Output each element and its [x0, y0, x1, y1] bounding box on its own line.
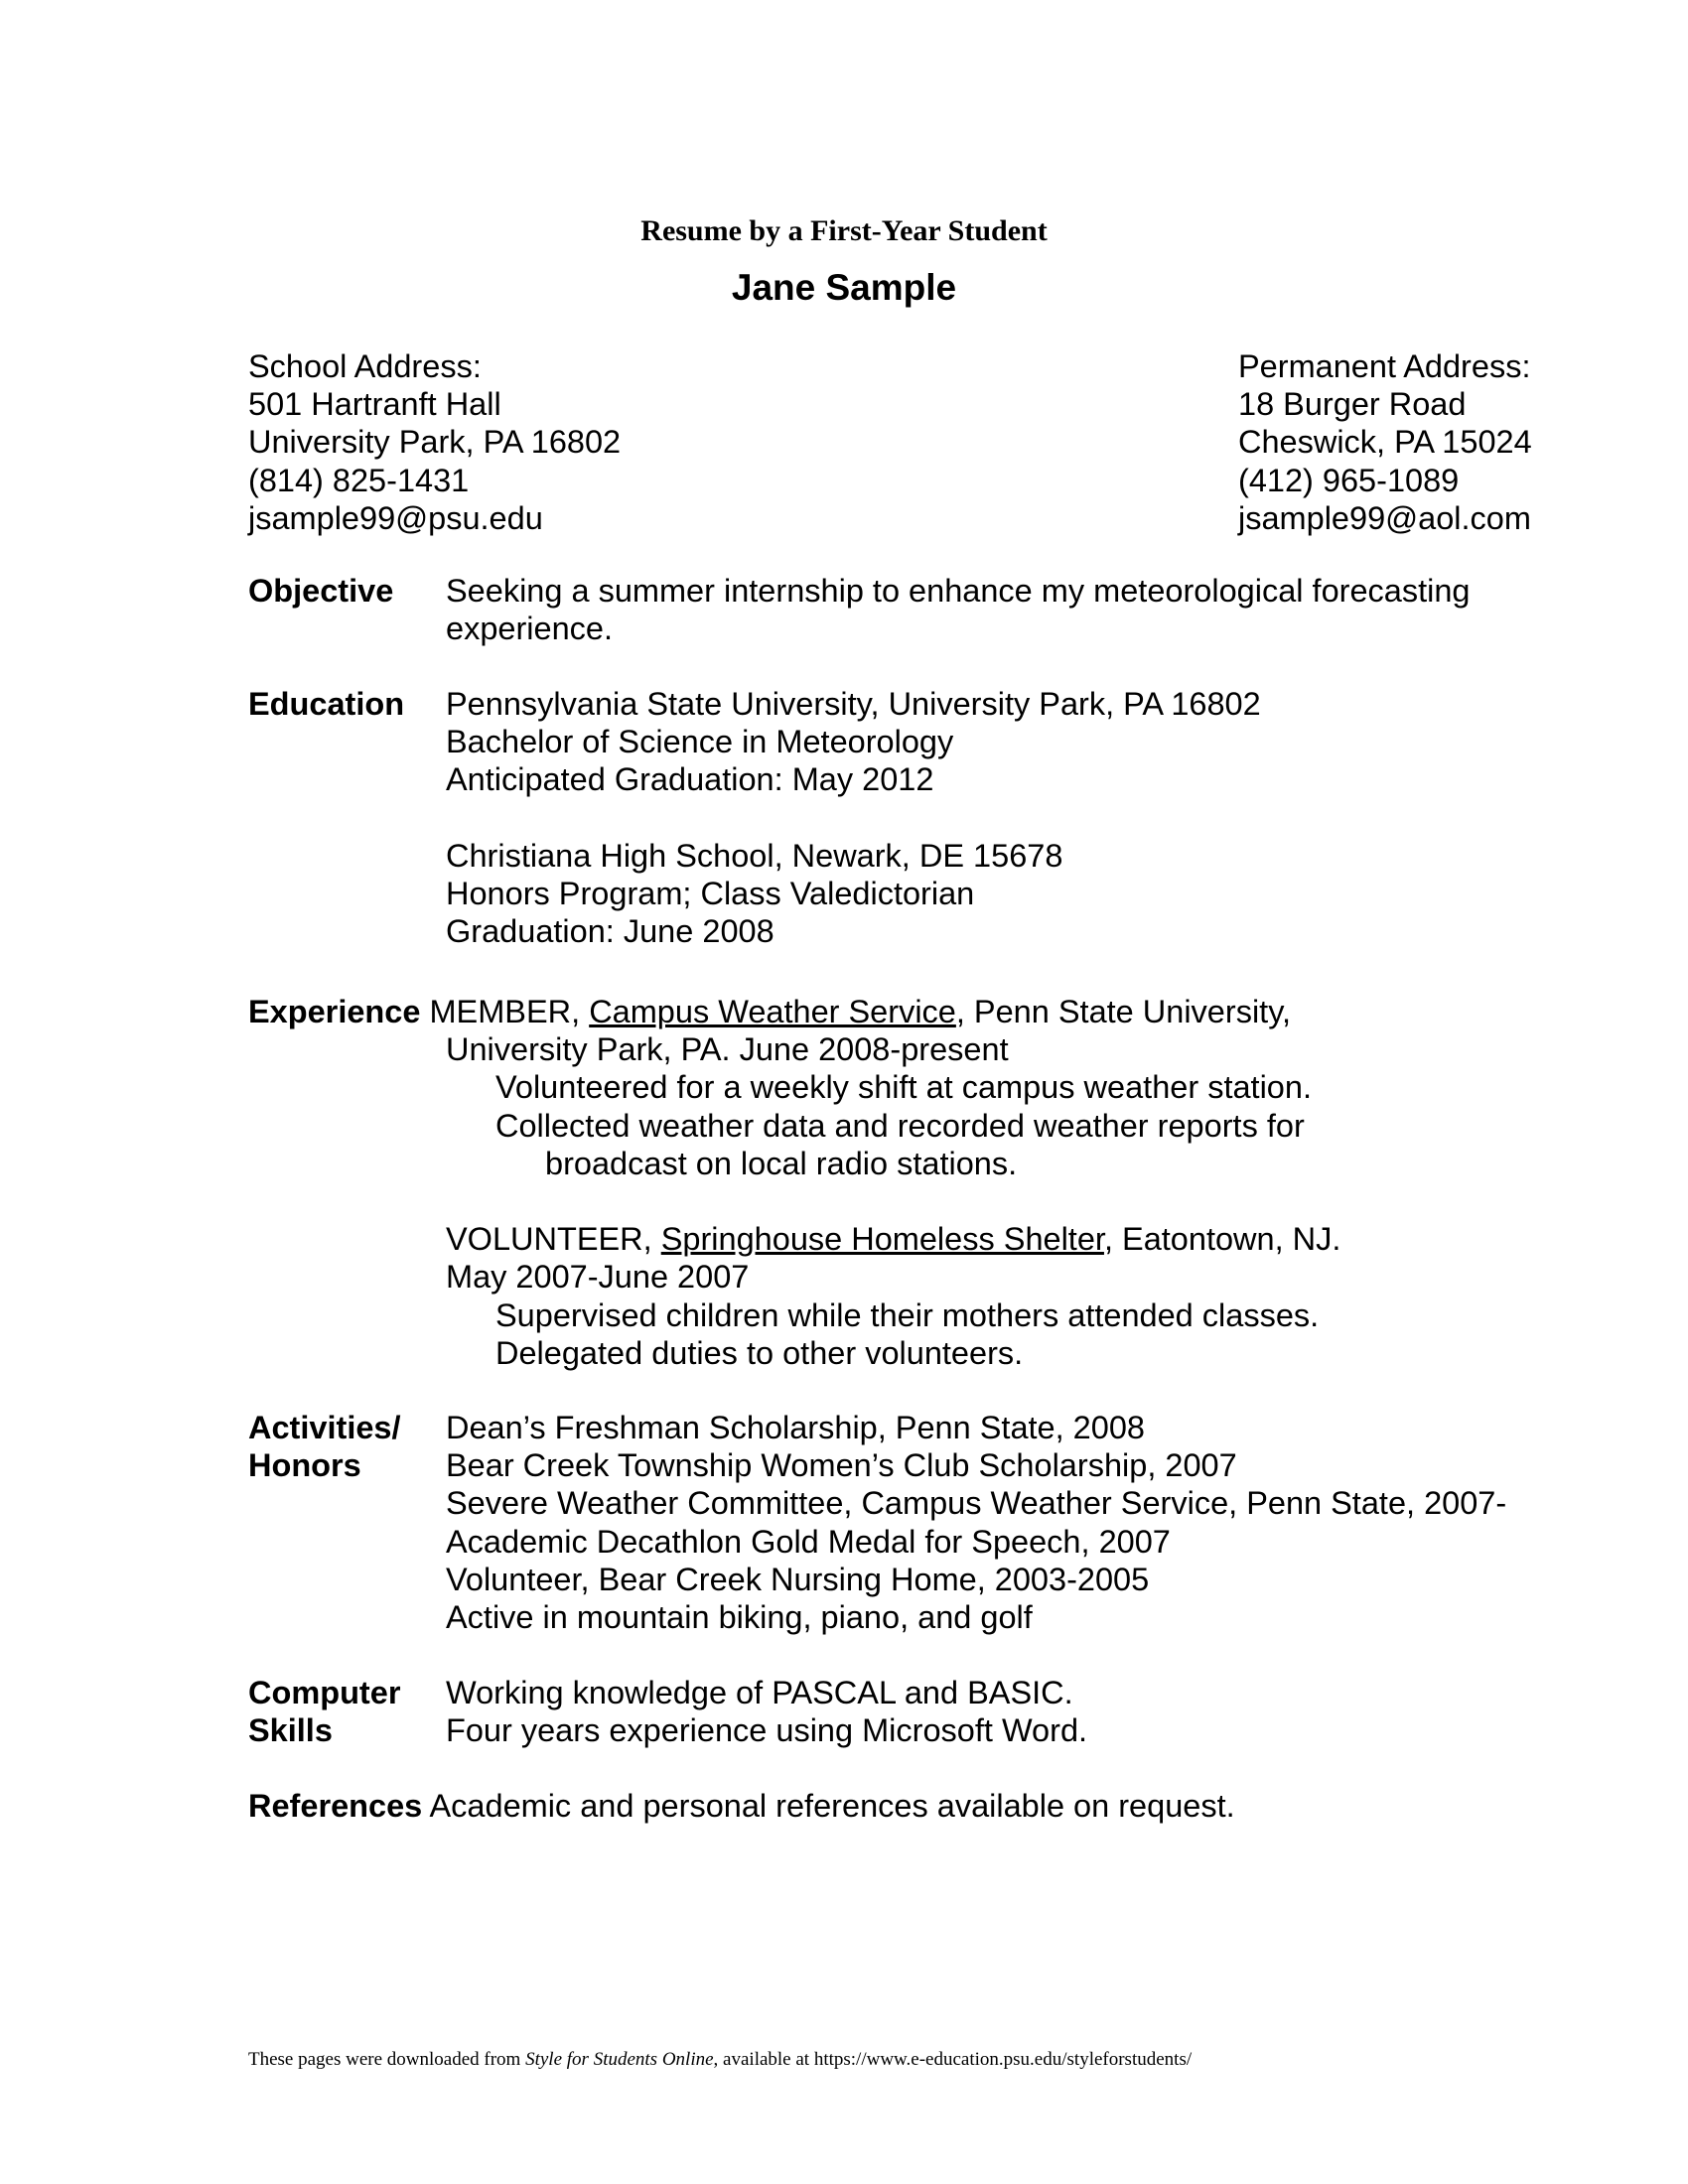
graduation-date: Graduation: June 2008 — [446, 913, 774, 950]
school-address-street: 501 Hartranft Hall — [248, 386, 501, 423]
experience-label: Experience — [248, 994, 421, 1029]
activities-content — [446, 1409, 1506, 1636]
degree: Bachelor of Science in Meteorology — [446, 724, 954, 760]
references-section — [248, 1787, 1235, 1825]
computer-skills-label: Computer Skills — [248, 1675, 401, 1749]
page-heading: Resume by a First-Year Student — [640, 214, 1048, 247]
permanent-address-city: Cheswick, PA 15024 — [1238, 424, 1532, 461]
job-location: , Penn State University, — [955, 994, 1292, 1029]
job-duty: Delegated duties to other volunteers. — [495, 1334, 1024, 1371]
school-address-city: University Park, PA 16802 — [248, 424, 622, 461]
permanent-address-email: jsample99@aol.com — [1238, 499, 1531, 536]
computer-skills-content — [446, 1674, 1087, 1749]
experience-content — [248, 1030, 1340, 1372]
footer-prefix: These pages were downloaded from — [248, 2049, 526, 2070]
page-footer — [248, 2049, 1192, 2071]
job-duty: Volunteered for a weekly shift at campus weather station. — [495, 1069, 1312, 1106]
job-location: , Eatontown, NJ. — [1103, 1221, 1341, 1258]
job-dates: University Park, PA. June 2008-present — [446, 1031, 1009, 1068]
job-duty: Collected weather data and recorded weather reports for — [495, 1107, 1305, 1144]
school-address-email: jsample99@psu.edu — [248, 499, 543, 536]
job-dates: May 2007-June 2007 — [446, 1259, 750, 1296]
permanent-address-street: 18 Burger Road — [1238, 386, 1467, 423]
job-role: MEMBER, — [429, 994, 590, 1029]
education-content — [446, 685, 1261, 950]
activity-item: Dean’s Freshman Scholarship, Penn State, 2008 — [446, 1410, 1145, 1445]
school-address-phone: (814) 825-1431 — [248, 462, 470, 498]
references-label: References — [248, 1788, 423, 1824]
objective-label: Objective — [248, 573, 394, 609]
references-line — [248, 1787, 1235, 1825]
activity-item: Academic Decathlon Gold Medal for Speech, 2007 — [446, 1523, 1171, 1560]
skill-item: Four years experience using Microsoft Word. — [446, 1712, 1088, 1749]
permanent-address-phone: (412) 965-1089 — [1238, 462, 1460, 498]
activity-item: Volunteer, Bear Creek Nursing Home, 2003-2005 — [446, 1561, 1150, 1597]
graduation-date: Anticipated Graduation: May 2012 — [446, 761, 934, 798]
permanent-address — [1238, 347, 1532, 537]
objective-line: experience. — [446, 611, 614, 647]
footer-suffix: , available at https://www.e-education.psu.edu/styleforstudents/ — [713, 2049, 1193, 2070]
honors: Honors Program; Class Valedictorian — [446, 876, 975, 911]
school-address — [248, 347, 621, 537]
job-duty-continuation: broadcast on local radio stations. — [545, 1145, 1018, 1181]
page-heading-clip — [0, 208, 1688, 247]
job-role: VOLUNTEER, — [446, 1221, 661, 1258]
education-label: Education — [248, 686, 405, 722]
objective-content — [446, 572, 1471, 647]
references-text: Academic and personal references available on request. — [422, 1788, 1235, 1824]
job-org: Campus Weather Service — [589, 994, 956, 1029]
activity-item: Active in mountain biking, piano, and golf — [446, 1599, 1033, 1636]
experience-section — [248, 993, 1340, 1372]
school-name: Christiana High School, Newark, DE 15678 — [446, 837, 1063, 874]
footer-source: Style for Students Online — [525, 2049, 714, 2070]
activities-label: Activities/ Honors — [248, 1410, 401, 1484]
objective-line: Seeking a summer internship to enhance my meteorological forecasting — [446, 573, 1471, 609]
activity-item: Severe Weather Committee, Campus Weather Service, Penn State, 2007- — [446, 1485, 1507, 1522]
job-duty: Supervised children while their mothers attended classes. — [495, 1297, 1320, 1333]
experience-first-line — [248, 993, 1340, 1030]
job-title-line — [446, 1220, 1340, 1258]
permanent-address-label: Permanent Address: — [1238, 348, 1531, 384]
activity-item: Bear Creek Township Women’s Club Scholarship, 2007 — [446, 1447, 1237, 1484]
school-name: Pennsylvania State University, University Park, PA 16802 — [446, 686, 1261, 722]
school-address-label: School Address: — [248, 348, 482, 384]
skill-item: Working knowledge of PASCAL and BASIC. — [446, 1675, 1073, 1710]
job-org: Springhouse Homeless Shelter — [660, 1221, 1104, 1258]
resume-name: Jane Sample — [731, 267, 957, 308]
